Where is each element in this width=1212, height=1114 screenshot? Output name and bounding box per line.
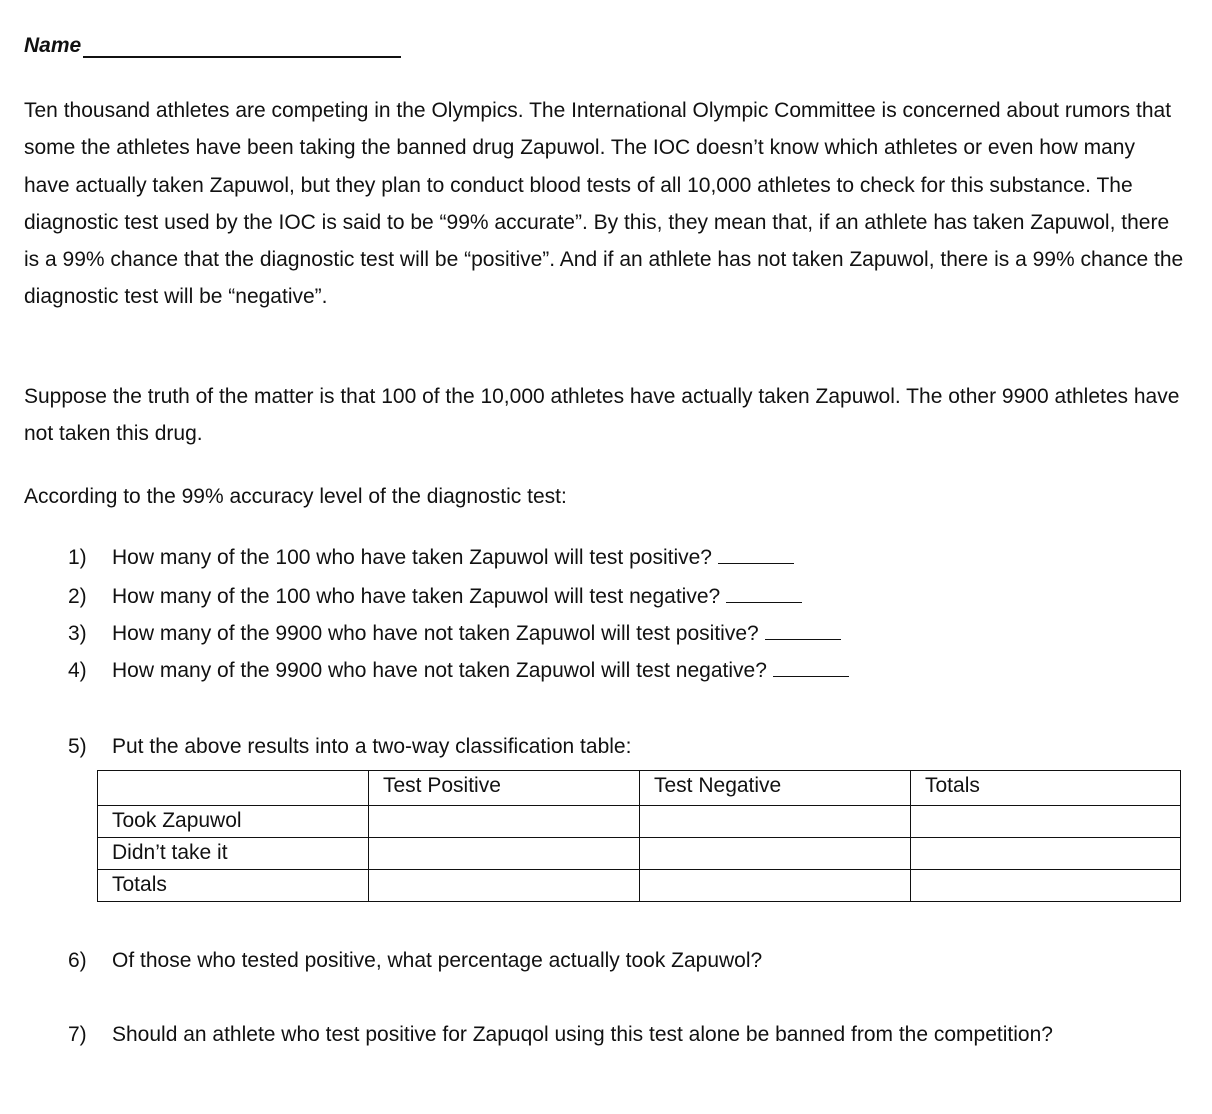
name-field — [24, 34, 401, 58]
question-text: Put the above results into a two-way classification table: — [112, 735, 632, 758]
answer-blank[interactable] — [773, 675, 849, 677]
question-number: 6) — [68, 949, 87, 972]
answer-blank[interactable] — [765, 638, 841, 640]
question-text: How many of the 9900 who have not taken Zapuwol will test positive? — [112, 622, 759, 645]
table-cell[interactable] — [369, 806, 640, 838]
name-label: Name — [24, 34, 82, 57]
row-label: Took Zapuwol — [98, 806, 369, 838]
question-3 — [68, 622, 841, 646]
table-cell[interactable] — [911, 806, 1181, 838]
question-2 — [68, 585, 802, 609]
table-row — [98, 806, 1181, 838]
table-cell[interactable] — [640, 806, 911, 838]
table-header-row — [98, 771, 1181, 806]
question-7 — [68, 1016, 1108, 1054]
name-blank-line[interactable] — [83, 34, 401, 58]
answer-blank[interactable] — [726, 601, 802, 603]
question-text: Should an athlete who test positive for Zapuqol using this test alone be banned from the competition? — [112, 1023, 1053, 1046]
table-header-cell: Totals — [911, 771, 1181, 806]
answer-blank[interactable] — [718, 562, 794, 564]
question-text: How many of the 100 who have taken Zapuwol will test negative? — [112, 585, 721, 608]
table-row — [98, 838, 1181, 870]
table-cell[interactable] — [369, 838, 640, 870]
scenario-paragraph: Suppose the truth of the matter is that 100 of the 10,000 athletes have actually taken Zapuwol. The other 9900 athletes have not taken this drug. — [24, 385, 1180, 446]
question-number: 5) — [68, 735, 87, 758]
row-label: Didn’t take it — [98, 838, 369, 870]
instructions-paragraph: According to the 99% accuracy level of the diagnostic test: — [24, 485, 567, 508]
intro-paragraph: Ten thousand athletes are competing in the Olympics. The International Olympic Committee is concerned about rumors that some the athletes have been taking the banned drug Zapuwol. The IOC doesn’t know which athletes or even how many have actually taken Zapuwol, but they plan to conduct blood tests of all 10,000 athletes to check for this substance. The diagnostic test used by the IOC is said to be “99% accurate”. By this, they mean that, if an athlete has taken Zapuwol, there is a 99% chance that the diagnostic test will be “positive”. And if an athlete has not taken Zapuwol, there is a 99% chance the diagnostic test will be “negative”. — [24, 99, 1184, 309]
table-header-cell: Test Positive — [369, 771, 640, 806]
table-cell[interactable] — [369, 870, 640, 902]
question-text: How many of the 9900 who have not taken Zapuwol will test negative? — [112, 659, 767, 682]
question-4 — [68, 659, 849, 683]
table-header-cell: Test Negative — [640, 771, 911, 806]
table-header-cell — [98, 771, 369, 806]
table-cell[interactable] — [911, 870, 1181, 902]
question-number: 3) — [68, 622, 87, 645]
table-cell[interactable] — [640, 870, 911, 902]
question-text: Of those who tested positive, what percentage actually took Zapuwol? — [112, 949, 763, 972]
question-1 — [68, 546, 794, 570]
question-number: 4) — [68, 659, 87, 682]
question-number: 2) — [68, 585, 87, 608]
question-text: How many of the 100 who have taken Zapuwol will test positive? — [112, 546, 712, 569]
question-number: 7) — [68, 1023, 87, 1046]
table-row — [98, 870, 1181, 902]
question-5 — [68, 735, 631, 759]
two-way-table — [97, 770, 1181, 902]
row-label: Totals — [98, 870, 369, 902]
question-number: 1) — [68, 546, 87, 569]
table-cell[interactable] — [640, 838, 911, 870]
question-6 — [68, 942, 1168, 980]
table-cell[interactable] — [911, 838, 1181, 870]
